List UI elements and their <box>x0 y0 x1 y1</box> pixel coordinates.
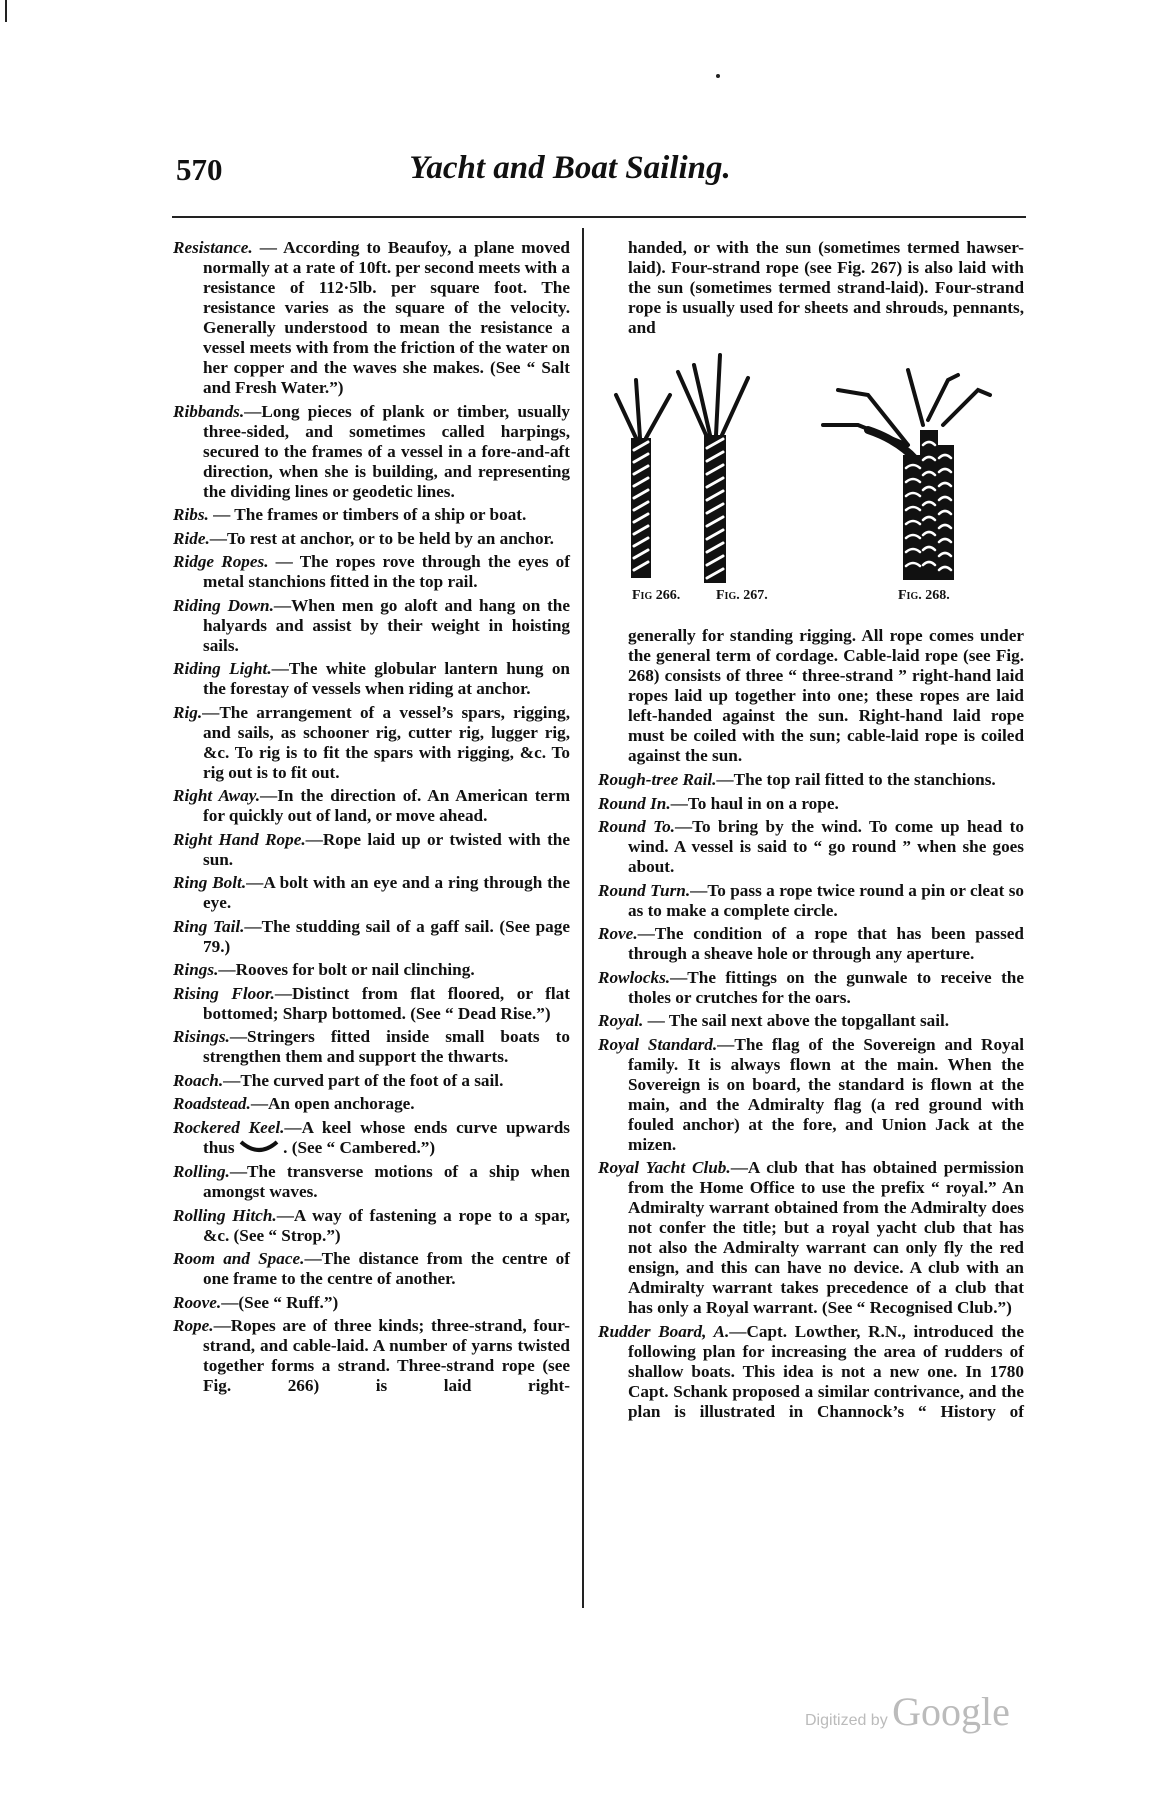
rockered-keel-curve-icon <box>239 1139 279 1159</box>
glossary-entry <box>173 1206 570 1246</box>
entry-term: Rough-tree Rail. <box>598 770 717 789</box>
glossary-entry <box>173 873 570 913</box>
entry-term: Rising Floor. <box>173 983 275 1003</box>
entry-term: Ribs. <box>173 505 209 524</box>
entry-definition: —The transverse motions of a ship when amongst waves. <box>203 1162 570 1202</box>
fig-266-three-strand-rope <box>616 380 670 578</box>
glossary-entry <box>598 1322 1024 1422</box>
entry-term: Royal Standard. <box>598 1034 718 1054</box>
glossary-entry <box>173 1027 570 1067</box>
digitized-watermark <box>805 1688 1010 1735</box>
entry-definition: —(See “ Ruff.”) <box>221 1292 339 1312</box>
entry-term: Rope. <box>173 1316 214 1336</box>
entry-definition: —The fittings on the gunwale to receive the tholes or crutches for the oars. <box>628 967 1024 1007</box>
entry-definition: —Stringers fitted inside small boats to strengthen them and support the thwarts. <box>203 1027 570 1066</box>
entry-term: Round In. <box>598 793 671 813</box>
glossary-entry <box>173 1071 570 1091</box>
scan-edge-mark <box>5 0 7 22</box>
rope-figures <box>598 350 1024 620</box>
entry-term: Riding Light. <box>173 659 272 678</box>
glossary-entry <box>598 770 1024 790</box>
google-logo: Google <box>892 1689 1010 1734</box>
header-rule <box>172 216 1026 218</box>
entry-term: Rig. <box>173 702 203 722</box>
scan-speck <box>716 74 720 78</box>
entry-definition-end: . (See “ Cambered.”) <box>278 1137 436 1157</box>
glossary-entry <box>173 786 570 826</box>
entry-definition: — The ropes rove through the eyes of metal stanchions fitted in the top rail. <box>203 552 570 591</box>
glossary-entry <box>598 881 1024 921</box>
glossary-entry <box>173 1118 570 1159</box>
entry-definition: —The distance from the centre of one frame to the centre of another. <box>203 1249 570 1289</box>
watermark-prefix: Digitized by <box>805 1712 888 1729</box>
entry-definition: —Capt. Lowther, R.N., introduced the following plan for increasing the area of rudders of shallow boats. This idea is not a new one. In 1780 Capt. Schank proposed a similar contrivance, and the plan is illustrated in Channock’s “ History of <box>628 1321 1024 1421</box>
glossary-entry <box>173 703 570 783</box>
glossary-entry <box>173 960 570 980</box>
entry-definition: —Rooves for bolt or nail clinching. <box>218 960 475 979</box>
glossary-entry <box>173 1249 570 1289</box>
entry-term: Ribbands. <box>173 401 245 421</box>
rope-continuation-2: generally for standing rigging. All rope comes under the general term of cordage. Cable-laid rope (see Fig. 268) consists of three “ three-strand ” right-hand laid ropes laid up together into one; these ropes are laid left-handed against the sun. Right-hand laid rope must be coiled with the sun; cable-laid rope is coiled against the sun. <box>628 626 1024 765</box>
entry-term: Ride. <box>173 528 210 548</box>
entry-definition: — The frames or timbers of a ship or boat. <box>208 505 527 524</box>
entry-definition: —Distinct from flat floored, or flat bottomed; Sharp bottomed. (See “ Dead Rise.”) <box>203 983 570 1023</box>
glossary-entry <box>173 402 570 502</box>
entry-term: Resistance. <box>173 238 253 257</box>
right-entries <box>598 770 1024 1422</box>
entry-term: Right Hand Rope. <box>173 829 306 849</box>
entry-definition: —To bring by the wind. To come up head to wind. A vessel is said to “ go round ” when she goes about. <box>628 817 1024 876</box>
entry-definition: —A club that has obtained permission from the Home Office to use the prefix “ royal.” An Admiralty warrant obtained from the Admiralty does not confer the title; but a royal yacht club that has not also the Admiralty warrant can only fly the red ensign, and this can have no device. A club with an Admiralty warrant takes precedence of a club that has only a Royal warrant. (See “ Recognised Club.”) <box>628 1158 1024 1317</box>
entry-term: Riding Down. <box>173 595 274 615</box>
glossary-entry <box>173 238 570 398</box>
entry-definition: —In the direction of. An American term for quickly out of land, or move ahead. <box>203 786 571 825</box>
entry-definition: —The top rail fitted to the stanchions. <box>716 770 996 789</box>
rope-continuation-1: handed, or with the sun (sometimes termed hawser-laid). Four-strand rope (see Fig. 267) is also laid with the sun (sometimes termed strand-laid). Four-strand rope is usually used for sheets and shrouds, pennants, and <box>628 238 1024 337</box>
glossary-entry <box>173 659 570 699</box>
entry-definition: —The arrangement of a vessel’s spars, rigging, and sails, as schooner rig, cutter rig, lugger rig, &c. To rig is to fit the spars with rigging, &c. To rig out is to fit out. <box>202 702 570 782</box>
entry-definition: —To rest at anchor, or to be held by an anchor. <box>209 528 554 548</box>
entry-term: Room and Space. <box>173 1249 305 1269</box>
entry-term: Round Turn. <box>598 880 691 900</box>
glossary-entry <box>598 1011 1024 1031</box>
glossary-entry <box>598 924 1024 964</box>
glossary-entry <box>173 529 570 549</box>
fig-267-four-strand-rope <box>678 355 748 583</box>
glossary-entry <box>173 830 570 870</box>
entry-term: Royal Yacht Club. <box>598 1158 731 1177</box>
glossary-entry <box>173 552 570 592</box>
glossary-entry <box>173 596 570 656</box>
entry-term: Roove. <box>173 1292 222 1312</box>
entry-definition: —A keel whose ends curve upwards thus <box>203 1117 570 1157</box>
entry-definition: —When men go aloft and hang on the halyards and assist by their weight in hoisting sails. <box>203 595 570 655</box>
entry-term: Ring Bolt. <box>173 873 247 892</box>
entry-definition: —The curved part of the foot of a sail. <box>223 1070 504 1090</box>
fig-266-caption: Fig 266. <box>632 588 681 603</box>
entry-definition: —Long pieces of plank or timber, usually three-sided, and sometimes called harpings, secured to the frames of a vessel in a fore-and-aft direction, when she is building, and representing the dividing lines or geodetic lines. <box>203 401 570 501</box>
column-divider <box>582 228 584 1608</box>
entry-term: Rowlocks. <box>598 967 671 987</box>
fig-268-caption: Fig. 268. <box>898 588 950 603</box>
glossary-entry <box>598 968 1024 1008</box>
glossary-entry <box>173 984 570 1024</box>
glossary-entry <box>173 1316 570 1396</box>
entry-definition: —The studding sail of a gaff sail. (See page 79.) <box>203 916 570 956</box>
rope-illustration <box>598 350 1024 590</box>
entry-term: Rings. <box>173 960 219 979</box>
entry-term: Roach. <box>173 1070 224 1090</box>
entry-definition: —A bolt with an eye and a ring through the eye. <box>203 873 570 912</box>
fig-268-cable-laid-rope <box>823 370 990 580</box>
left-column <box>173 238 570 1400</box>
entry-term: Ridge Ropes. <box>173 552 269 571</box>
entry-term: Rolling Hitch. <box>173 1205 277 1225</box>
entry-definition: —The white globular lantern hung on the forestay of vessels when riding at anchor. <box>203 659 570 698</box>
entry-term: Rudder Board, A. <box>598 1321 730 1341</box>
entry-definition: — According to Beaufoy, a plane moved normally at a rate of 10ft. per second meets with a resistance of 112·5lb. per square foot. The resistance varies as the square of the velocity. Generally understood to mean the resistance a vessel meets with from the friction of the water on her copper and the waves she makes. (See “ Salt and Fresh Water.”) <box>203 238 570 397</box>
entry-term: Roadstead. <box>173 1094 251 1113</box>
entry-term: Rockered Keel. <box>173 1117 285 1137</box>
glossary-entry <box>173 917 570 957</box>
fig-267-caption: Fig. 267. <box>716 588 768 603</box>
entry-definition: —A way of fastening a rope to a spar, &c. (See “ Strop.”) <box>203 1205 570 1245</box>
entry-definition: — The sail next above the topgallant sail. <box>643 1011 950 1030</box>
glossary-entry <box>173 1293 570 1313</box>
glossary-entry <box>598 1035 1024 1155</box>
entry-definition: —To haul in on a rope. <box>670 793 839 813</box>
entry-term: Round To. <box>598 817 675 836</box>
entry-term: Rolling. <box>173 1162 230 1182</box>
glossary-entry <box>173 1162 570 1202</box>
glossary-entry <box>173 1094 570 1114</box>
page-number: 570 <box>176 152 223 187</box>
entry-term: Ring Tail. <box>173 916 245 936</box>
entry-term: Risings. <box>173 1027 230 1046</box>
glossary-entry <box>173 505 570 525</box>
glossary-entry <box>598 817 1024 877</box>
entry-definition: —The flag of the Sovereign and Royal family. It is always flown at the main. When the Sovereign is on board, the standard is flown at the main, and the Admiralty flag (a red ground with fouled anchor) at the fore, and Union Jack at the mizen. <box>628 1034 1024 1154</box>
glossary-entry <box>598 794 1024 814</box>
entry-definition: —Ropes are of three kinds; three-strand, four-strand, and cable-laid. A number of yarns twisted together forms a strand. Three-strand rope (see Fig. 266) is laid right- <box>203 1316 570 1396</box>
entry-term: Right Away. <box>173 786 260 805</box>
entry-definition: —To pass a rope twice round a pin or cleat so as to make a complete circle. <box>628 880 1024 920</box>
right-column <box>598 238 1024 1425</box>
entry-definition: —Rope laid up or twisted with the sun. <box>203 829 570 869</box>
running-title: Yacht and Boat Sailing. <box>409 150 731 186</box>
entry-term: Rove. <box>598 924 638 943</box>
entry-definition: —An open anchorage. <box>250 1094 415 1113</box>
entry-term: Royal. <box>598 1011 644 1030</box>
entry-definition: —The condition of a rope that has been passed through a sheave hole or through any aperture. <box>628 924 1024 963</box>
glossary-entry <box>598 1158 1024 1318</box>
